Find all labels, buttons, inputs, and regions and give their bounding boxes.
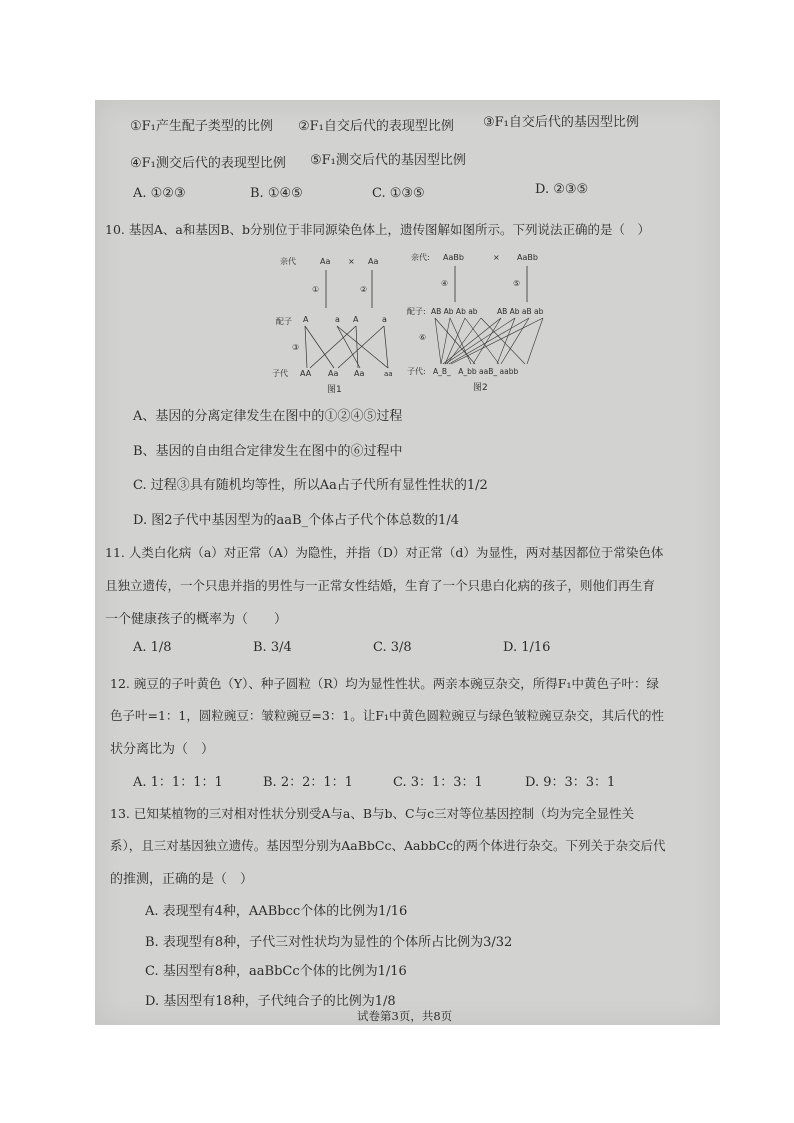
fig1-gamete-4: a [382,315,387,324]
q9-option-d: D. ②③⑤ [535,182,589,197]
fig1-offspring-4: aa [384,370,393,378]
fig1-cross: × [348,257,355,266]
q12-line-1: 12. 豌豆的子叶黄色（Y）、种子圆粒（R）均为显性性状。两亲本豌豆杂交，所得F₁中黄色子叶：绿 [110,676,659,691]
q11-line-2: 且独立遗传，一个只患并指的男性与一正常女性结婚，生育了一个只患白化病的孩子，则他们再生育 [105,578,656,593]
q10-option-a: A、基因的分离定律发生在图中的①②④⑤过程 [133,409,403,424]
q9-item-5: ⑤F₁测交后代的基因型比例 [310,153,466,168]
fig1-parent-2: Aa [368,257,379,266]
fig2-gametes-right: AB Ab aB ab [497,307,544,316]
fig1-gamete-1: A [303,315,309,324]
fig2-step-6: ⑥ [419,333,427,342]
q13-line-1: 13. 已知某植物的三对相对性状分别受A与a、B与b、C与c三对等位基因控制（均为完全显性关 [110,806,635,821]
q13-option-b: B. 表现型有8种，子代三对性状均为显性的个体所占比例为3/32 [145,935,513,950]
fig1-step-1: ① [312,285,320,294]
q13-option-d: D. 基因型有18种，子代纯合子的比例为1/8 [145,994,396,1009]
fig2-step-4: ④ [441,279,449,288]
q12-line-2: 色子叶=1：1，圆粒豌豆：皱粒豌豆=3：1。让F₁中黄色圆粒豌豆与绿色皱粒豌豆杂交，其后代的性 [110,708,664,723]
fig2-gamete-label: 配子: [407,307,426,316]
fig1-parent-1: Aa [320,257,331,266]
q12-line-3: 状分离比为（ ） [110,742,215,757]
fig2-parent-2: AaBb [517,253,538,262]
q11-line-3: 一个健康孩子的概率为（ ） [105,612,288,627]
q10-option-c: C. 过程③具有随机均等性，所以Aa占子代所有显性性状的1/2 [133,478,488,493]
fig2-caption: 图2 [473,383,488,393]
fig2-gametes-left: AB Ab Ab ab [431,307,478,316]
q13-option-c: C. 基因型有8种，aaBbCc个体的比例为1/16 [145,964,407,979]
fig2-parent-1: AaBb [443,253,464,262]
q9-option-c: C. ①③⑤ [372,186,425,201]
q13-line-2: 系），且三对基因独立遗传。基因型分别为AaBbCc、AabbCc的两个体进行杂交。下列关于杂交后代 [110,838,666,853]
q9-option-b: B. ①④⑤ [250,186,303,201]
fig1-step-2: ② [360,285,368,294]
fig2-step-5: ⑤ [513,279,521,288]
q13-line-3: 的推测，正确的是（ ） [110,872,254,887]
q12-option-d: D. 9：3：3：1 [525,775,616,790]
q9-option-a: A. ①②③ [133,186,186,201]
fig1-caption: 图1 [327,385,342,395]
fig1-offspring-1: AA [300,369,312,378]
fig2-cross: × [493,253,500,262]
fig1-gamete-3: A [353,315,359,324]
fig2-parent-label: 亲代: [411,253,430,262]
fig1-parent-label: 亲代 [280,257,296,266]
q9-item-3: ③F₁自交后代的基因型比例 [483,115,639,130]
fig2-offspring-label: 子代: [407,367,426,376]
q12-option-b: B. 2：2：1：1 [263,775,353,790]
q9-item-4: ④F₁测交后代的表现型比例 [130,156,286,171]
fig1-offspring-3: Aa [354,369,365,378]
q11-option-a: A. 1/8 [133,640,172,655]
q12-option-a: A. 1：1：1：1 [133,775,223,790]
q9-item-2: ②F₁自交后代的表现型比例 [298,119,454,134]
q13-option-a: A. 表现型有4种，AABbcc个体的比例为1/16 [145,904,408,919]
q11-line-1: 11. 人类白化病（a）对正常（A）为隐性，并指（D）对正常（d）为显性，两对基因都位于常染色体 [105,545,664,560]
q9-item-1: ①F₁产生配子类型的比例 [130,119,273,134]
q10-option-b: B、基因的自由组合定律发生在图中的⑥过程中 [133,444,403,459]
exam-sheet [95,100,720,1025]
q11-option-c: C. 3/8 [373,640,412,655]
q12-option-c: C. 3：1：3：1 [393,775,483,790]
fig1-offspring-2: Aa [328,369,339,378]
q11-option-d: D. 1/16 [503,640,551,655]
genetics-figure-2 [405,248,555,398]
fig1-gamete-label: 配子 [276,317,292,326]
page-footer: 试卷第3页，共8页 [357,1009,453,1023]
q10-stem: 10. 基因A、a和基因B、b分别位于非同源染色体上，遗传图解如图所示。下列说法正确的是（ ） [105,222,651,237]
q11-option-b: B. 3/4 [253,640,292,655]
genetics-figure-1 [270,250,405,398]
q10-option-d: D. 图2子代中基因型为的aaB_个体占子代个体总数的1/4 [133,513,459,528]
fig1-offspring-label: 子代 [272,369,288,378]
fig1-step-3: ③ [292,343,300,352]
fig2-offspring: A_B_ A_bb aaB_ aabb [433,367,519,376]
fig1-gamete-2: a [335,315,340,324]
